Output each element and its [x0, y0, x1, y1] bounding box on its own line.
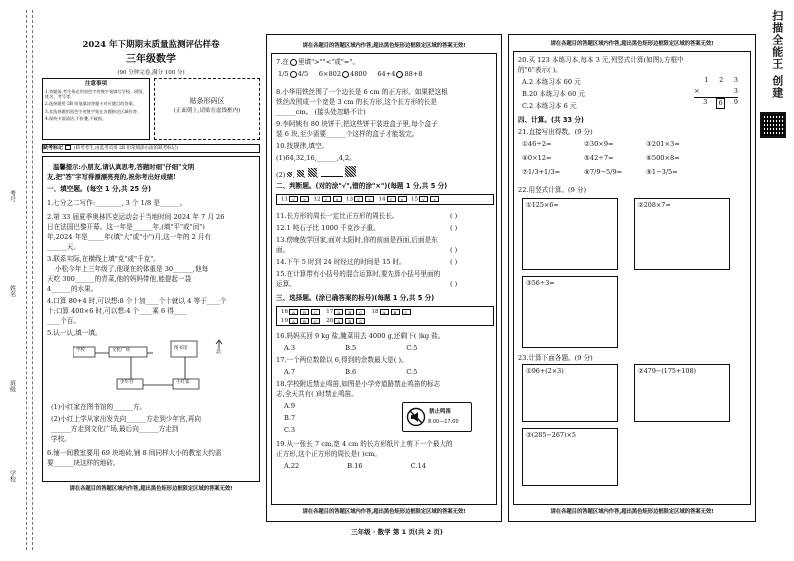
q23-item-3: ③(285−267)×5 [526, 431, 576, 439]
q2-line-2: 日在法国巴黎开幕。这一年是______年,(填"平"或"闰") [47, 223, 205, 231]
q14-paren: ( ) [450, 258, 458, 266]
notes-box [42, 78, 150, 140]
q19-line-2: 正方形,这个正方形的周长是( )cm。 [276, 450, 382, 458]
absent-mark-label: 缺考标记 [43, 145, 64, 151]
q4-line-3: ____个百。 [47, 317, 80, 325]
q5-2-line-2: ______方走到文化广场,最后向______方走到 [51, 425, 179, 433]
q17-options: A.7 B.6 C.5 [284, 368, 418, 376]
q8-line-3: ______cm。 (接头处忽略不计) [276, 108, 366, 116]
map-xiaohong-home: 小红家 [176, 380, 190, 385]
q14: 14.下午 5 时到 24 时经过的时间是 15 时。 [276, 258, 406, 266]
q15-paren: ( ) [450, 280, 458, 288]
q2-line-1: 2.第 33 届夏季奥林匹克运动会于当地时间 2024 年 7 月 26 [47, 213, 225, 221]
section-3-heading: 三、选择题。(涂已确答案的标号)(每题 1 分,共 5 分) [276, 294, 435, 302]
bubble-b[interactable]: B [345, 318, 354, 324]
q21-item-3: ③201×3= [646, 140, 680, 148]
q22-item-2: ②208×7= [638, 201, 671, 209]
q23-item-1: ①96+(2×3) [526, 367, 564, 375]
notes-line-2: 2.选择题用 2B 铅笔填涂答题卡对应题目的答案, [45, 101, 135, 107]
q21-item-2: ②30×9= [584, 140, 614, 148]
q7-item-1-right: 4/5 [297, 70, 309, 78]
q22-title: 22.用竖式计算。(9 分) [518, 186, 587, 194]
q23-box-3[interactable] [522, 428, 618, 486]
q22-box-3[interactable] [522, 276, 618, 348]
bubble-true[interactable]: √ [354, 196, 363, 202]
q3-line-1: 3.联系实际,在横线上填"克"或"千克"。 [47, 255, 160, 263]
sign-title: 禁止鸣笛 [429, 409, 452, 415]
bubble-false[interactable]: × [398, 196, 407, 202]
absent-mark-row [42, 144, 260, 153]
barcode-subtitle: (正面朝上,请贴在虚线框内) [173, 107, 241, 114]
bubble-false[interactable]: × [300, 196, 309, 202]
bubble-b[interactable]: B [300, 318, 309, 324]
binding-line [26, 10, 27, 550]
choice-num-18: 18 [371, 309, 379, 315]
q7-item-2-right: 4800 [350, 70, 367, 78]
choice-bubble-grid [276, 306, 494, 326]
absent-mark-note: (缺考考生,由监考员用 2B 铅笔填涂右面的缺考标记) [73, 146, 178, 151]
map-youth-palace: 少年宫 [120, 380, 134, 385]
bubble-c[interactable]: C [356, 309, 365, 315]
q18-opt-b: B.7 [284, 414, 296, 422]
q3-line-2: 小松今年上三年级了,他现在的体重是 30______,他每 [55, 265, 209, 273]
sign-time: 8:00—17:00 [428, 419, 459, 425]
choice-num-20: 20 [326, 318, 334, 324]
q21-item-6: ⑥500×8= [646, 154, 680, 162]
q11: 11.长方形的周长一定比正方形的周长长。 [276, 212, 399, 220]
q20-line-1: 20.买 123 本练习本,每本 3 元,列竖式计算(如图),方框中 [518, 56, 684, 64]
q9-line-2: 装 6 块,至少需要______个这样的盒子才能装完。 [276, 130, 419, 138]
q18-opt-a: A.9 [284, 402, 296, 410]
map-school: 学校 [76, 348, 85, 353]
judge-num-15: 15 [411, 196, 418, 203]
answer-area-1 [42, 156, 260, 482]
bubble-c[interactable]: C [311, 309, 320, 315]
q3-line-4: 4______的水果。 [47, 285, 98, 293]
bubble-b[interactable]: B [345, 309, 354, 315]
notes-title: 注意事项 [84, 81, 107, 87]
bubble-c[interactable]: C [402, 309, 411, 315]
q21-title: 21.直接写出得数。(9 分) [518, 128, 593, 136]
dot-pattern-2-icon [297, 170, 304, 177]
q7-item-3-left: 64+4 [377, 70, 396, 78]
choice-num-16: 16 [281, 309, 288, 315]
q22-item-3: ③56÷3= [526, 279, 555, 287]
q12-paren: ( ) [450, 224, 458, 232]
choice-num-17: 17 [326, 309, 334, 315]
q16: 16.妈妈买回 9 kg 盐,腌菜用去 4000 g,还剩下( )kg 盐。 [276, 332, 445, 340]
judge-num-13: 13 [346, 196, 353, 203]
barcode-title: 贴条形码区 [189, 97, 225, 105]
q21-item-5: ⑤42÷7= [584, 154, 614, 162]
answer-circle[interactable] [342, 71, 349, 78]
column-2-frame [266, 34, 502, 522]
qr-code-icon [760, 112, 786, 138]
bubble-b[interactable]: B [300, 309, 309, 315]
vertical-multiplication: 1 2 3 × 3 3 6 9 [694, 76, 738, 107]
exam-time: (90 分钟完卷,满分 100 分) [117, 70, 185, 76]
judge-bubble-row [276, 194, 494, 205]
q20-opt-c: C.2 本练习本 6 元 [522, 102, 577, 110]
column-1 [40, 38, 262, 518]
bubble-true[interactable]: √ [387, 196, 396, 202]
q12: 12.1 吨石子比 1000 千克沙子重。 [276, 224, 380, 232]
greeting-line-1: 温馨提示:小朋友,请认真思考,答题时细"仔细"文明 [53, 163, 195, 171]
q7: 7.在 里填">""<"或"="。 [276, 58, 360, 66]
q21-item-4: ④0×12= [522, 154, 552, 162]
dot-pattern-5-icon [345, 166, 356, 177]
q1: 1.七分之二写作:________, 3 个 1/8 是______。 [47, 199, 187, 207]
bubble-a[interactable]: A [289, 318, 298, 324]
judge-num-14: 14 [378, 196, 386, 203]
bubble-true[interactable]: √ [289, 196, 298, 202]
warning-footer-2: 请在各题目的答题区域内作答,超出黑色矩形边框限定区域的答案无效! [302, 509, 466, 515]
bubble-true[interactable]: √ [419, 196, 428, 202]
judge-num-11: 11 [281, 196, 288, 203]
bubble-a[interactable]: A [334, 309, 343, 315]
q13: 13.傍晚放学回家,面对太阳时,你的前面是西面,后面是东 [276, 236, 438, 244]
warning-header-2: 请在各题目的答题区域内作答,超出黑色矩形边框限定区域的答案无效! [302, 43, 466, 49]
bubble-c[interactable]: C [356, 318, 365, 324]
warning-footer-3: 请在各题目的答题区域内作答,超出黑色矩形边框限定区域的答案无效! [550, 509, 714, 515]
side-label-xuexiao: 学校 [8, 470, 16, 482]
notes-line-3: 3.非选择题用黑色字迹签字笔在各题指定区域作答, [45, 108, 139, 114]
q23-box-2[interactable] [634, 364, 730, 422]
page-footer: 三年级 · 数学 第 1 页(共 2 页) [351, 528, 443, 536]
section-4-heading: 四、计算。(共 33 分) [518, 116, 584, 124]
barcode-area [154, 78, 260, 140]
q13-paren: ( ) [450, 246, 458, 254]
q4-line-2: 十;口算 400×6 时,可以想:4 个____乘 6 得____ [47, 307, 188, 315]
side-label-banji: 班级 [8, 380, 16, 392]
map-culture-square: 文化广场 [112, 348, 130, 353]
bubble-false[interactable]: × [365, 196, 374, 202]
q18-line-1: 18.学校附近禁止鸣笛,如图是小学旁道路禁止鸣笛的标志 [276, 380, 441, 388]
bubble-false[interactable]: × [333, 196, 342, 202]
svg-text:北: 北 [216, 349, 222, 355]
notes-line-4: 4.保持卡面清洁,不折叠,不破损。 [45, 115, 107, 121]
q4-line-1: 4.口算 80+4 时,可以想:8 个十加____个十就以 4 等于____个 [47, 297, 227, 305]
q7-item-3-right: 88+8 [404, 70, 423, 78]
direction-map [73, 339, 233, 397]
q13b: 面。 [276, 246, 290, 254]
q21-item-9: ⑨1−3/5= [646, 168, 678, 176]
bubble-b[interactable]: B [391, 309, 400, 315]
q21-item-8: ⑧7/9−5/9= [584, 168, 623, 176]
q8-line-2: 铁丝改围成一个宽是 3 cm 的长方形,这个长方形的长是 [276, 98, 437, 106]
bubble-false[interactable]: × [430, 196, 439, 202]
greeting-line-2: 友,把"答"字写得漂漂亮亮的,祝你考出好成绩! [47, 173, 176, 181]
q15: 15.在计算带有小括号的混合运算时,要先算小括号里面的 [276, 270, 441, 278]
watermark-text: 扫描全能王 创建 [770, 10, 784, 99]
q8-line-1: 8.小华用铁丝围了一个边长是 6 cm 的正方形。如果把这根 [276, 88, 448, 96]
q19-options: A.22 B.16 C.14 [284, 462, 426, 470]
warning-header-3: 请在各题目的答题区域内作答,超出黑色矩形边框限定区域的答案无效! [550, 41, 714, 47]
binding-line-inner [32, 10, 33, 550]
q16-options: A.3 B.5 C.5 [284, 344, 418, 352]
q21-item-7: ⑦1/3+1/3= [522, 168, 561, 176]
choice-num-19: 19 [281, 318, 288, 324]
side-label-xingming: 姓名 [8, 285, 16, 297]
q17: 17.一个两位数除以 6,得到的余数最大是( )。 [276, 356, 408, 364]
q9-line-1: 9.李阿姨有 80 块饼干,把这些饼干装进盒子里,每个盒子 [276, 120, 438, 128]
q15b: 运算。 [276, 280, 296, 288]
q22-box-1[interactable] [522, 198, 618, 270]
q23-box-1[interactable] [522, 364, 618, 422]
bubble-a[interactable]: A [334, 318, 343, 324]
q3-line-3: 天吃 300______的青菜,他的妈妈带他,能提起一袋 [47, 275, 192, 283]
q23-item-2: ②479−(175+108) [638, 367, 697, 375]
q18-line-2: 志,全天共有( )时禁止鸣笛。 [276, 390, 358, 398]
map-library: 图书馆 [174, 346, 188, 351]
bubble-a[interactable]: A [289, 309, 298, 315]
q7-items [278, 70, 423, 78]
q10-title: 10.找规律,填空。 [276, 142, 329, 150]
no-horn-icon [406, 407, 426, 427]
q22-item-1: ①125×6= [526, 201, 559, 209]
q7-item-1-left: 1/5 [278, 70, 289, 78]
q18-opt-c: C.3 [284, 426, 296, 434]
bubble-c[interactable]: C [311, 318, 320, 324]
exam-title: 2024 年下期期末质量监测评估样卷 [82, 40, 220, 50]
answer-area-3 [513, 51, 751, 505]
q19-line-1: 19.从一张长 7 cm,宽 4 cm 的长方形纸片上剪下一个最大的 [276, 440, 453, 448]
q2-line-4: ______天。 [47, 243, 80, 251]
q11-paren: ( ) [450, 212, 458, 220]
q10-2: (2) , , , [276, 166, 356, 179]
dot-pattern-3-icon [308, 168, 317, 177]
q7-item-2-left: 6×802 [318, 70, 342, 78]
q5-title: 5.认一认,填一填。 [47, 329, 102, 337]
compare-circle-icon [290, 59, 297, 66]
q10-1: (1)64,32,16,______,4,2。 [276, 154, 356, 162]
q23-title: 23.计算下面各题。(9 分) [518, 354, 593, 362]
notes-line-1: 1.答题前,考生务必用黑色字迹签字笔填写学校、班级、姓名、考号等, [45, 88, 147, 100]
answer-circle[interactable] [396, 71, 403, 78]
answer-circle[interactable] [290, 71, 297, 78]
judge-num-12: 12 [313, 196, 321, 203]
q5-2-line-3: 学校。 [51, 435, 71, 443]
bubble-true[interactable]: √ [322, 196, 331, 202]
q6-line-1: 6.铺一间教室要用 69 块地砖,铺 8 间同样大小的教室大约需 [47, 449, 222, 457]
q22-box-2[interactable] [634, 198, 730, 270]
warning-footer-1: 请在各题目的答题区域内作答,超出黑色矩形边框限定区域的答案无效! [69, 486, 233, 492]
q20-opt-b: B.20 本练习本 60 元 [522, 90, 585, 98]
q20-line-2: 的"6"表示( )。 [518, 66, 562, 74]
section-2-heading: 二、判断题。(对的涂"√",错的涂"×")(每题 1 分,共 5 分) [276, 182, 448, 190]
q6-line-2: 要______块这样的地砖。 [47, 459, 120, 467]
q5-2-line-1: (2)小红上学从家出发先向______方走到少年宫,再向 [51, 415, 201, 423]
answer-area-2 [271, 53, 497, 505]
highlight-digit-box: 6 [718, 99, 723, 107]
q21-item-1: ①46÷2= [522, 140, 552, 148]
bubble-a[interactable]: A [380, 309, 389, 315]
column-3-frame [508, 34, 756, 522]
q2-line-3: 年,2024 年是_____年(填"大"或"小")月,这一年的 2 月有 [47, 233, 212, 241]
subject-title: 三年级数学 [126, 54, 176, 65]
no-horn-sign [402, 402, 472, 432]
section-1-heading: 一、填空题。(每空 1 分,共 25 分) [47, 185, 152, 193]
q5-1: (1)小红家在图书馆的______方。 [51, 403, 147, 411]
side-label-kaohao: 考号 [8, 190, 16, 202]
absent-mark-bubble[interactable] [65, 145, 71, 150]
q20-opt-a: A.2 本练习本 60 元 [522, 78, 581, 86]
